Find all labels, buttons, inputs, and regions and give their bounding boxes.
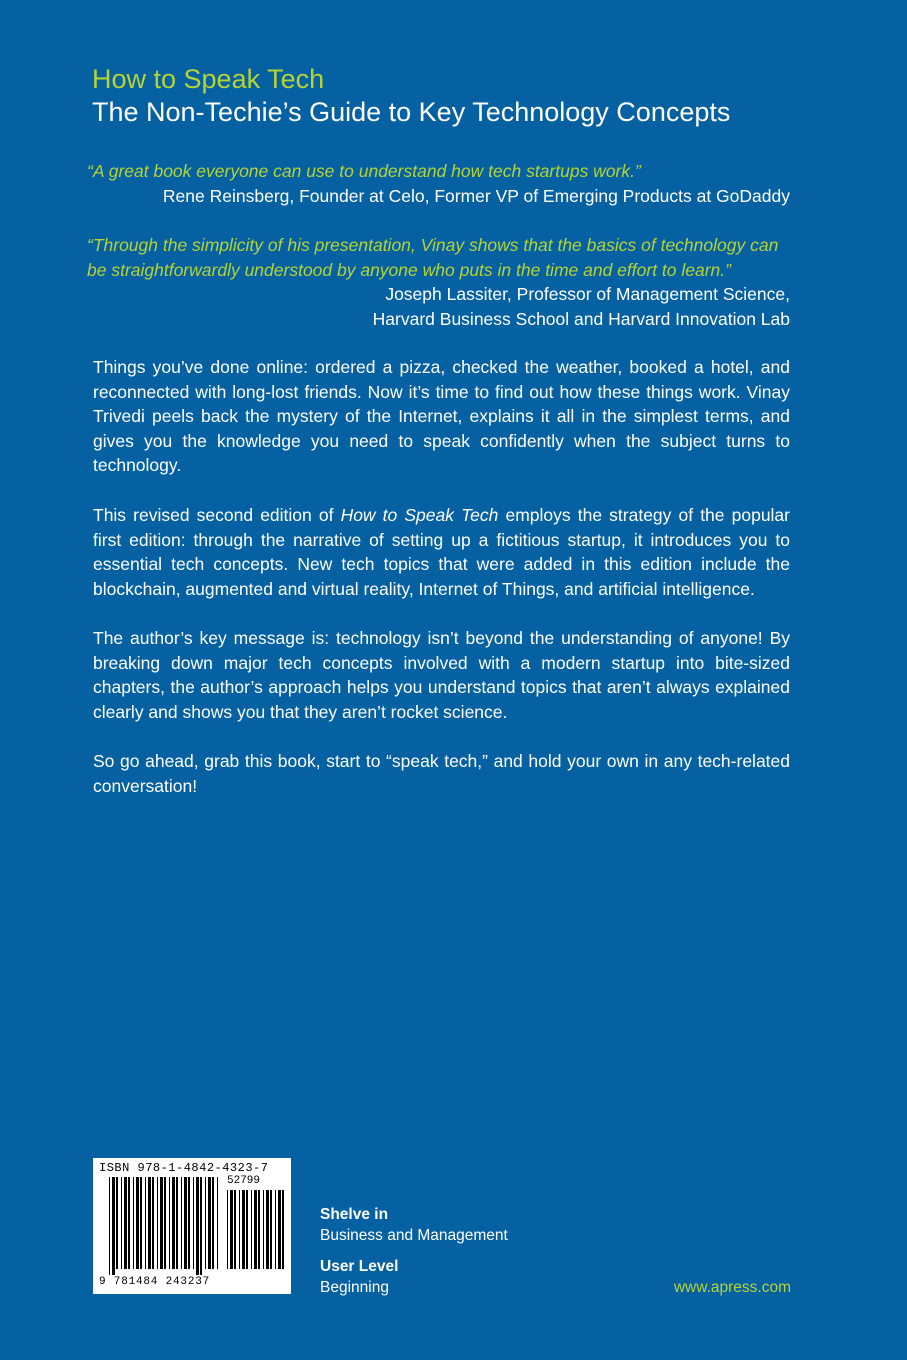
price-code: 52799 <box>227 1175 261 1187</box>
shelve-in-label: Shelve in <box>320 1206 389 1223</box>
user-level-value: Beginning <box>320 1279 389 1296</box>
description-paragraph-2 <box>93 503 790 601</box>
quote-1-text: “A great book everyone can use to understand how tech startups work.” <box>87 161 641 181</box>
price-addon-bars <box>227 1190 285 1275</box>
description-paragraph-3: The author’s key message is: technology isn’t beyond the understanding of anyone! By breaking down major tech concepts involved with a modern startup into bite-sized chapters, the author’s approach helps you understand topics that aren’t always explained clearly and shows you that they aren’t rocket science. <box>93 628 790 722</box>
isbn-barcode <box>93 1158 291 1294</box>
description-paragraph-1: Things you’ve done online: ordered a pizza, checked the weather, booked a hotel, and reconnected with long-lost friends. Now it’s time to find out how these things work. Vinay Trivedi peels back the mystery of the Internet, explains it all in the simplest terms, and gives you the knowledge you need to speak confidently when the subject turns to technology. <box>93 357 790 476</box>
quote-1-attribution-line: Rene Reinsberg, Founder at Celo, Former VP of Emerging Products at GoDaddy <box>162 186 790 206</box>
book-title: How to Speak Tech <box>92 64 325 94</box>
ean-barcode-bars <box>109 1177 221 1275</box>
paragraph-2-intro: This revised second edition of <box>93 505 341 525</box>
quote-1-attribution <box>90 184 790 209</box>
quote-2-attribution-line-2: Harvard Business School and Harvard Innovation Lab <box>372 308 790 329</box>
user-level-label: User Level <box>320 1258 399 1275</box>
quote-2-text: “Through the simplicity of his presentation, Vinay shows that the basics of technology can be straightforwardly understood by anyone who puts in the time and effort to learn.” <box>87 235 779 280</box>
isbn-label: ISBN 978-1-4842-4323-7 <box>99 1161 269 1175</box>
book-subtitle: The Non-Techie’s Guide to Key Technology Concepts <box>92 97 731 127</box>
shelve-in-value: Business and Management <box>320 1227 508 1244</box>
description-paragraph-4: So go ahead, grab this book, start to “speak tech,” and hold your own in any tech-related conversation! <box>93 751 790 796</box>
paragraph-2-rest: employs the strategy of the popular first edition: through the narrative of setting up a fictitious startup, it introduces you to essential tech concepts. New tech topics that were added in this edition include the blockchain, augmented and virtual reality, Internet of Things, and artificial intelligence. <box>93 505 790 599</box>
publisher-website: www.apress.com <box>673 1279 791 1296</box>
book-title-italic: How to Speak Tech <box>340 505 499 525</box>
quote-2-attribution-line-1: Joseph Lassiter, Professor of Management Science, <box>385 284 790 304</box>
quote-2-attribution <box>90 282 790 331</box>
ean-digits: 9 781484 243237 <box>99 1276 211 1288</box>
